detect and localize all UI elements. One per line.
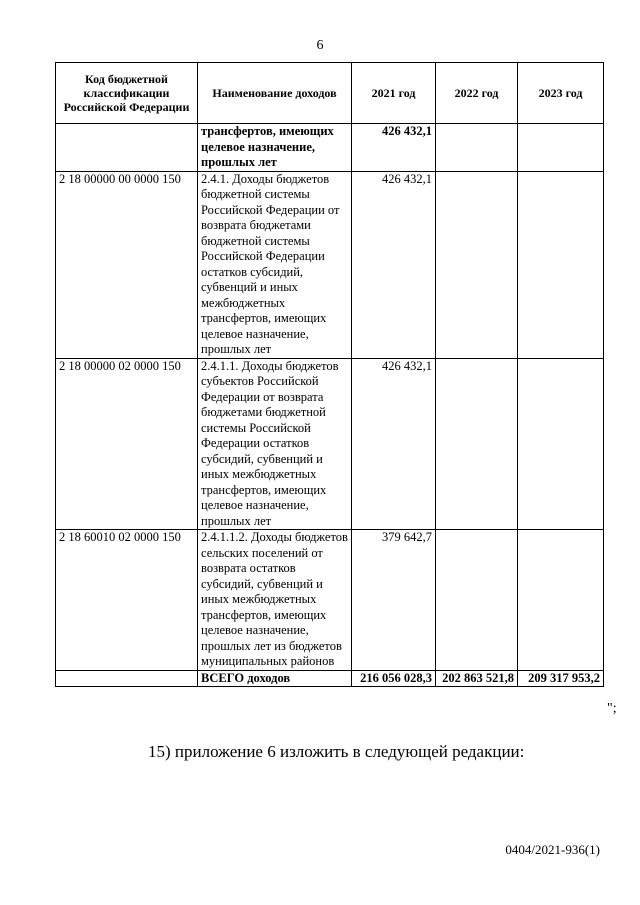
row-value-2022: [436, 358, 518, 530]
header-name: Наименование доходов: [198, 63, 352, 124]
row-code: 2 18 60010 02 0000 150: [56, 530, 198, 671]
table-row: [56, 358, 604, 530]
header-2021: 2021 год: [352, 63, 436, 124]
table-row: [56, 530, 604, 671]
row-code: [56, 124, 198, 172]
total-value-2022: 202 863 521,8: [436, 670, 518, 687]
row-value-2022: [436, 530, 518, 671]
row-value-2021: 426 432,1: [352, 358, 436, 530]
row-code: 2 18 00000 02 0000 150: [56, 358, 198, 530]
header-2022: 2022 год: [436, 63, 518, 124]
row-name: 2.4.1. Доходы бюджетов бюджетной системы Российской Федерации от возврата бюджетами бюджетной системы Российской Федерации остатков субсидий, субвенций и иных межбюджетных трансфертов, имеющих целевое назначение, прошлых лет: [198, 171, 352, 358]
row-value-2021: 426 432,1: [352, 124, 436, 172]
row-name: 2.4.1.1.2. Доходы бюджетов сельских поселений от возврата остатков субсидий, субвенций и иных межбюджетных трансфертов, имеющих целевое назначение, прошлых лет из бюджетов муниципальных районов: [198, 530, 352, 671]
row-value-2023: [518, 530, 604, 671]
instruction-text: 15) приложение 6 изложить в следующей редакции:: [148, 742, 525, 761]
document-number: 0404/2021-936(1): [505, 842, 600, 857]
row-value-2023: [518, 171, 604, 358]
row-name: трансфертов, имеющих целевое назначение, прошлых лет: [198, 124, 352, 172]
row-name: 2.4.1.1. Доходы бюджетов субъектов Российской Федерации от возврата бюджетами бюджетной системы Российской Федерации остатков субсидий, субвенций и иных межбюджетных трансфертов, имеющих целевое назначение, прошлых лет: [198, 358, 352, 530]
row-value-2023: [518, 358, 604, 530]
table-row: [56, 171, 604, 358]
row-value-2022: [436, 171, 518, 358]
row-code: 2 18 00000 00 0000 150: [56, 171, 198, 358]
row-value-2021: 426 432,1: [352, 171, 436, 358]
total-value-2021: 216 056 028,3: [352, 670, 436, 687]
closing-quote-mark: ";: [607, 701, 617, 716]
total-row: [56, 670, 604, 687]
total-code: [56, 670, 198, 687]
income-table: [55, 62, 604, 687]
row-value-2022: [436, 124, 518, 172]
total-label: ВСЕГО доходов: [198, 670, 352, 687]
table-row: [56, 124, 604, 172]
row-value-2023: [518, 124, 604, 172]
header-2023: 2023 год: [518, 63, 604, 124]
header-code: Код бюджетной классификации Российской Федерации: [56, 63, 198, 124]
page-number: 6: [316, 38, 324, 53]
table-header-row: [56, 63, 604, 124]
total-value-2023: 209 317 953,2: [518, 670, 604, 687]
row-value-2021: 379 642,7: [352, 530, 436, 671]
